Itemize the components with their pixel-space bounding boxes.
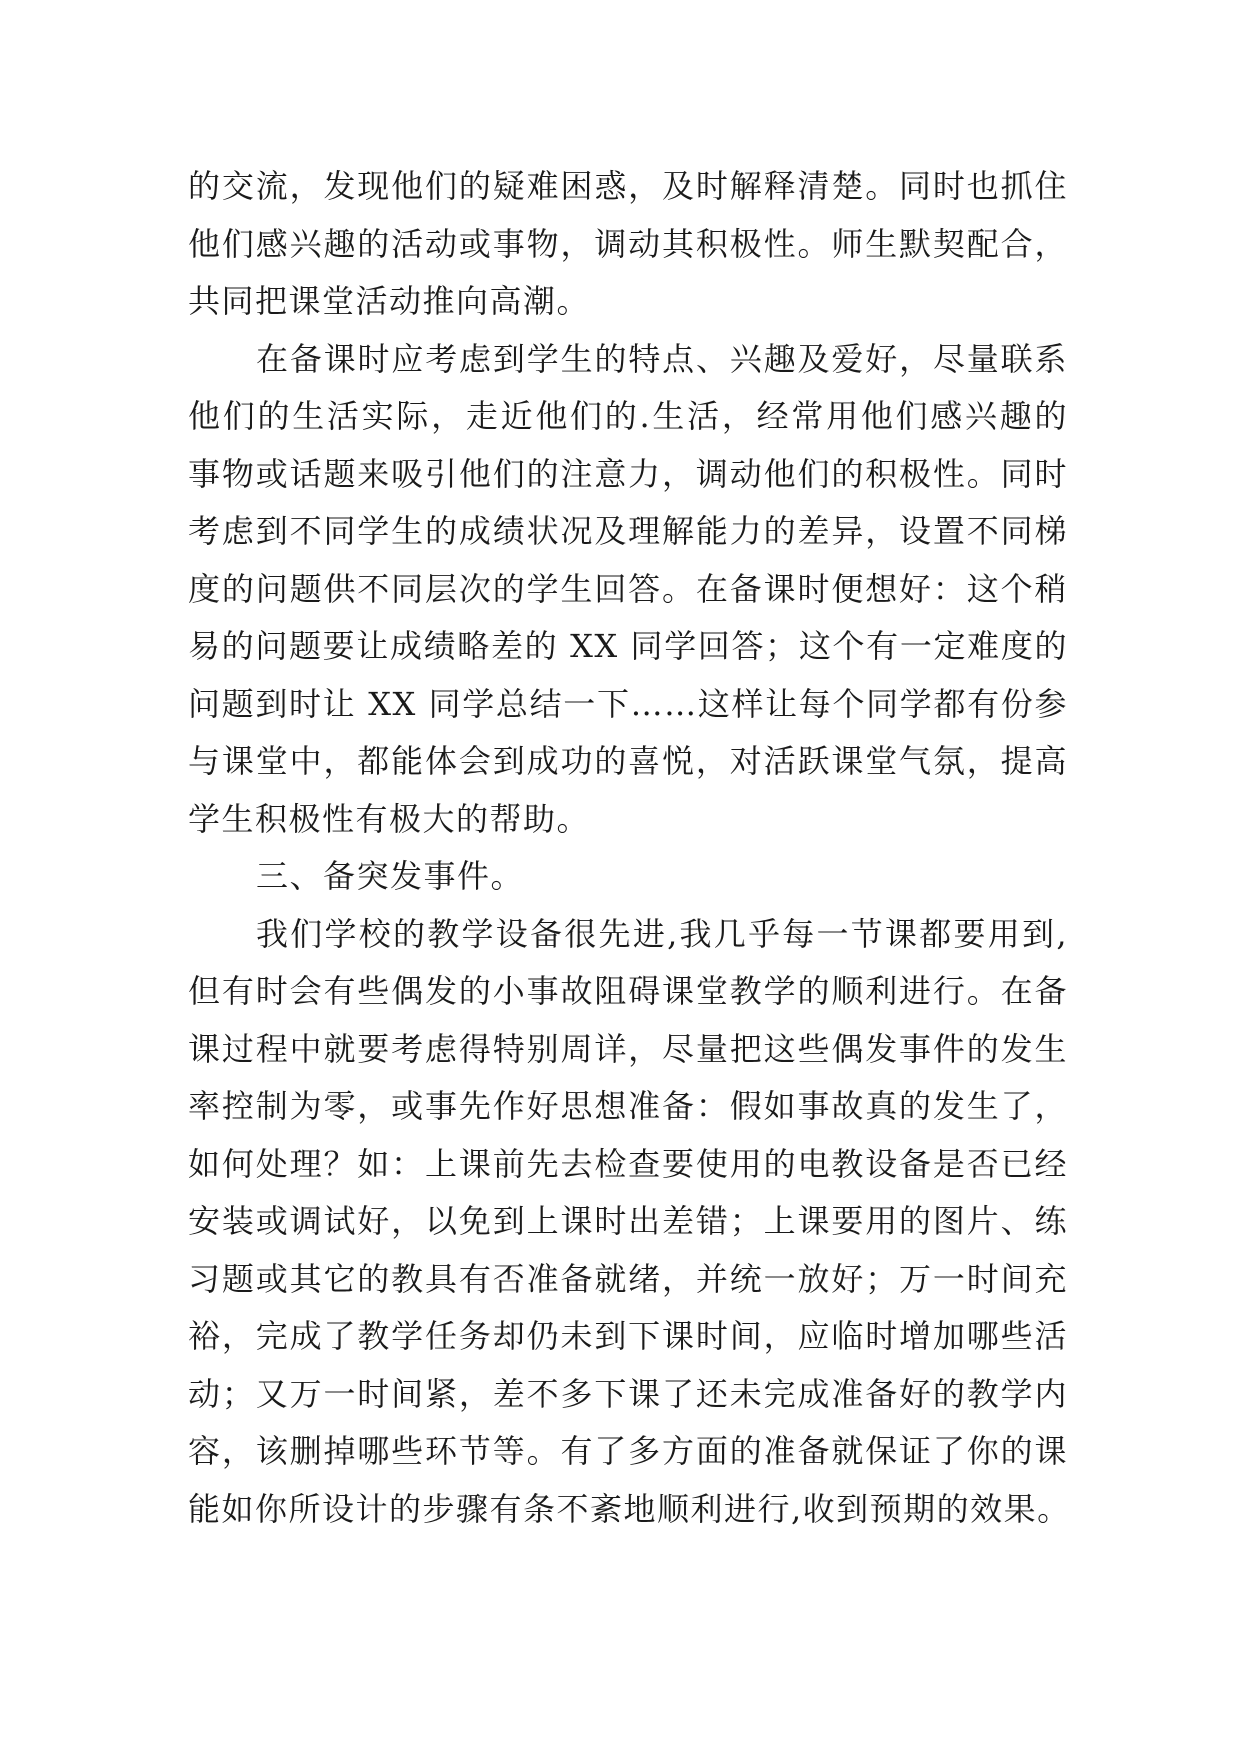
text-line: 与课堂中，都能体会到成功的喜悦，对活跃课堂气氛，提高	[188, 742, 1068, 780]
text-line: 问题到时让 XX 同学总结一下……这样让每个同学都有份参	[188, 684, 1068, 723]
text-line: 他们感兴趣的活动或事物，调动其积极性。师生默契配合，	[188, 224, 1068, 263]
text-line: 率控制为零，或事先作好思想准备：假如事故真的发生了，	[188, 1087, 1068, 1125]
text-line: 考虑到不同学生的成绩状况及理解能力的差异，设置不同梯	[188, 512, 1068, 550]
text-line: 学生积极性有极大的帮助。	[188, 799, 591, 838]
text-line: 但有时会有些偶发的小事故阻碍课堂教学的顺利进行。在备	[188, 972, 1068, 1010]
text-line: 的交流，发现他们的疑难困惑，及时解释清楚。同时也抓住	[188, 167, 1068, 205]
text-line: 能如你所设计的步骤有条不紊地顺利进行,收到预期的效果。	[188, 1489, 1071, 1528]
text-line: 事物或话题来吸引他们的注意力，调动他们的积极性。同时	[188, 454, 1068, 493]
paragraph-start-line: 在备课时应考虑到学生的特点、兴趣及爱好，尽量联系	[256, 339, 1068, 378]
section-heading: 三、备突发事件。	[256, 857, 525, 895]
text-line: 动；又万一时间紧，差不多下课了还未完成准备好的教学内	[188, 1374, 1068, 1413]
text-line: 他们的生活实际，走近他们的.生活，经常用他们感兴趣的	[188, 397, 1068, 435]
text-line: 如何处理？如：上课前先去检查要使用的电教设备是否已经	[188, 1144, 1068, 1183]
text-line: 度的问题供不同层次的学生回答。在备课时便想好：这个稍	[188, 569, 1068, 608]
paragraph-start-line: 我们学校的教学设备很先进,我几乎每一节课都要用到,	[256, 914, 1068, 953]
text-line: 共同把课堂活动推向高潮。	[188, 282, 591, 320]
body-text	[188, 158, 1071, 1538]
text-line: 习题或其它的教具有否准备就绪，并统一放好；万一时间充	[188, 1259, 1068, 1298]
text-line: 课过程中就要考虑得特别周详，尽量把这些偶发事件的发生	[188, 1029, 1068, 1068]
text-line: 裕，完成了教学任务却仍未到下课时间，应临时增加哪些活	[188, 1317, 1068, 1355]
text-line: 易的问题要让成绩略差的 XX 同学回答；这个有一定难度的	[188, 627, 1068, 665]
text-line: 安装或调试好，以免到上课时出差错；上课要用的图片、练	[188, 1202, 1068, 1240]
text-line: 容，该删掉哪些环节等。有了多方面的准备就保证了你的课	[188, 1432, 1068, 1470]
